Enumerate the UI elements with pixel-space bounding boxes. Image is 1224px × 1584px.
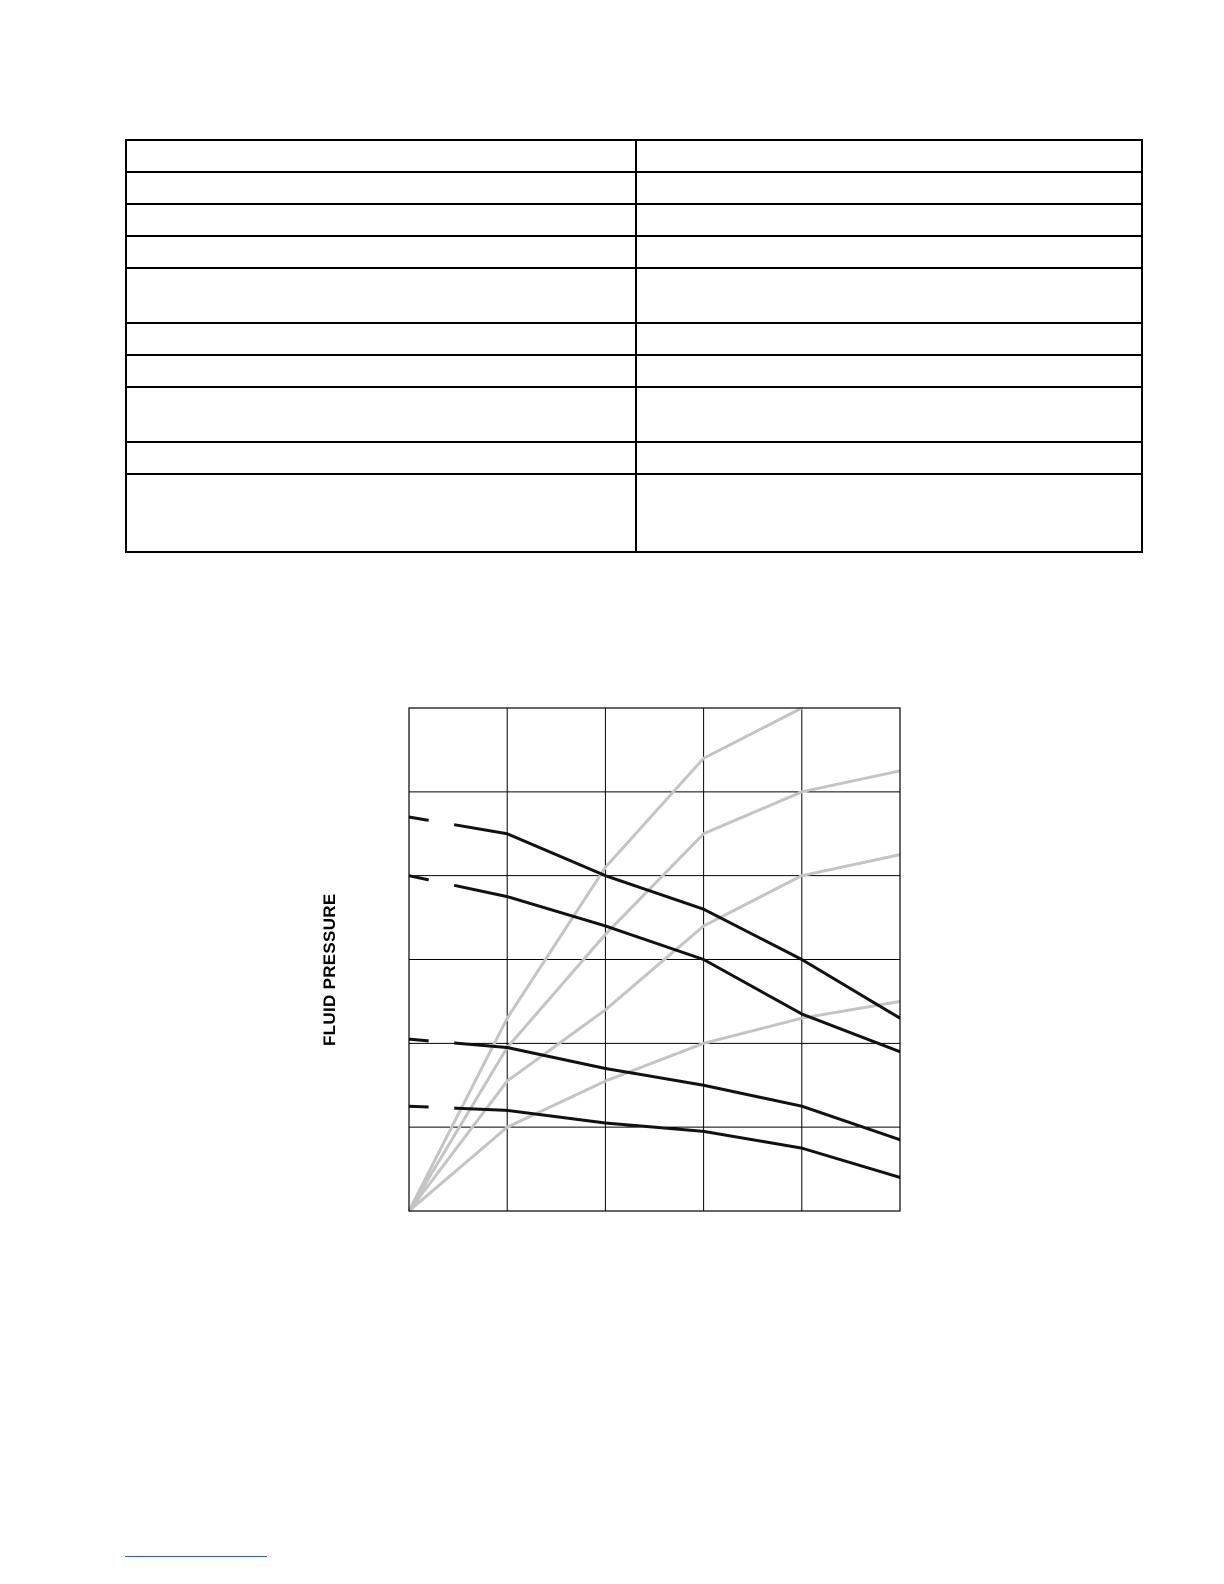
table-row [126, 387, 1142, 442]
table-cell-right [636, 323, 1142, 355]
table-cell-right [636, 172, 1142, 204]
table-cell-left [126, 355, 636, 387]
table-cell-right [636, 355, 1142, 387]
table-cell-left [126, 474, 636, 552]
table-row [126, 268, 1142, 323]
table-cell-left [126, 140, 636, 172]
table-cell-right [636, 442, 1142, 474]
pressure-curve-dash [409, 1039, 429, 1041]
specification-table [125, 139, 1143, 553]
pressure-curve-dash [409, 1106, 429, 1107]
table-cell-left [126, 442, 636, 474]
table-row [126, 355, 1142, 387]
pressure-curve [454, 885, 900, 1051]
table-cell-left [126, 268, 636, 323]
table-cell-left [126, 172, 636, 204]
table-row [126, 442, 1142, 474]
table-cell-right [636, 236, 1142, 268]
table-cell-right [636, 268, 1142, 323]
performance-chart-svg [300, 700, 920, 1230]
table-row [126, 172, 1142, 204]
flow-curve [409, 1001, 900, 1211]
table-row [126, 474, 1142, 552]
flow-curve [409, 771, 900, 1211]
pressure-curve [454, 1108, 900, 1177]
pressure-curve-dash [409, 817, 429, 820]
chart-y-axis-label: FLUID PRESSURE [320, 893, 339, 1046]
table-row [126, 323, 1142, 355]
table-cell-right [636, 204, 1142, 236]
flow-curve [409, 855, 900, 1211]
table-row [126, 140, 1142, 172]
table-cell-left [126, 204, 636, 236]
table-cell-right [636, 387, 1142, 442]
pressure-curve-dash [409, 876, 429, 880]
table-cell-right [636, 474, 1142, 552]
performance-chart [300, 700, 920, 1230]
table-cell-left [126, 323, 636, 355]
table-cell-left [126, 236, 636, 268]
table-cell-left [126, 387, 636, 442]
table-row [126, 204, 1142, 236]
pressure-curve [454, 825, 900, 1018]
table-cell-right [636, 140, 1142, 172]
footnote-divider [125, 1556, 267, 1557]
pressure-curve [454, 1043, 900, 1140]
table-row [126, 236, 1142, 268]
specification-table-body [126, 140, 1142, 552]
